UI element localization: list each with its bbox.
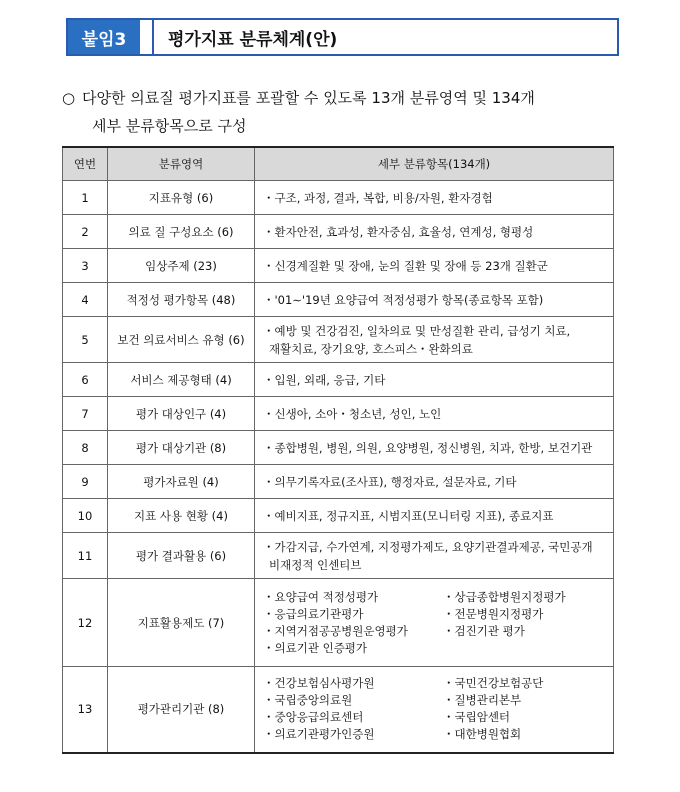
header-items: 세부 분류항목(134개) xyxy=(255,147,614,181)
item-text: ・대한병원협회 xyxy=(443,727,522,742)
row-items xyxy=(255,397,614,431)
row-items xyxy=(255,181,614,215)
table-row xyxy=(63,181,614,215)
table-header-row xyxy=(63,147,614,181)
item-text: ・가감지급, 수가연계, 지정평가제도, 요양기관결과제공, 국민공개 xyxy=(263,539,593,554)
appendix-header xyxy=(66,18,619,56)
row-items xyxy=(255,249,614,283)
row-items xyxy=(255,579,614,667)
row-area: 임상주제 (23) xyxy=(108,249,255,283)
table-row xyxy=(63,533,614,579)
row-area: 서비스 제공형태 (4) xyxy=(108,363,255,397)
item-text: ・건강보험심사평가원 xyxy=(263,676,375,691)
table-row xyxy=(63,283,614,317)
item-text: ・검진기관 평가 xyxy=(443,623,525,638)
item-text: ・응급의료기관평가 xyxy=(263,606,364,621)
item-text: ・상급종합병원지정평가 xyxy=(443,589,566,604)
lead-text-1: 다양한 의료질 평가지표를 포괄할 수 있도록 13개 분류영역 및 134개 xyxy=(82,89,535,107)
row-area: 지표활용제도 (7) xyxy=(108,579,255,667)
row-number: 12 xyxy=(63,579,108,667)
appendix-badge: 붙임3 xyxy=(68,20,140,54)
item-text: ・환자안전, 효과성, 환자중심, 효율성, 연계성, 형평성 xyxy=(263,224,534,239)
lead-line-2: 세부 분류항목으로 구성 xyxy=(92,117,247,135)
item-text: ・요양급여 적정성평가 xyxy=(263,589,379,604)
row-area: 평가 대상기관 (8) xyxy=(108,431,255,465)
item-text: ・질병관리본부 xyxy=(443,693,522,708)
lead-line-1 xyxy=(62,84,632,112)
row-number: 1 xyxy=(63,181,108,215)
item-text: ・예방 및 건강검진, 일차의료 및 만성질환 관리, 급성기 치료, xyxy=(263,323,571,338)
header-divider xyxy=(140,20,154,54)
table-row xyxy=(63,465,614,499)
table-row xyxy=(63,431,614,465)
row-number: 11 xyxy=(63,533,108,579)
item-text: ・예비지표, 정규지표, 시범지표(모니터링 지표), 종료지표 xyxy=(263,508,554,523)
table-row xyxy=(63,363,614,397)
row-number: 7 xyxy=(63,397,108,431)
row-number: 10 xyxy=(63,499,108,533)
row-number: 6 xyxy=(63,363,108,397)
table-row xyxy=(63,579,614,667)
item-text: ・의료기관 인증평가 xyxy=(263,640,368,655)
lead-paragraph xyxy=(62,84,632,140)
row-area: 평가자료원 (4) xyxy=(108,465,255,499)
item-text: ・국민건강보험공단 xyxy=(443,676,544,691)
item-text: ・국립중앙의료원 xyxy=(263,693,353,708)
item-text: ・지역거점공공병원운영평가 xyxy=(263,623,408,638)
item-text: ・국립암센터 xyxy=(443,710,511,725)
table-row xyxy=(63,317,614,363)
row-items xyxy=(255,499,614,533)
row-number: 9 xyxy=(63,465,108,499)
item-text: ・의료기관평가인증원 xyxy=(263,727,375,742)
table-row xyxy=(63,397,614,431)
row-items xyxy=(255,533,614,579)
row-area: 평가 결과활용 (6) xyxy=(108,533,255,579)
row-area: 지표유형 (6) xyxy=(108,181,255,215)
row-area: 의료 질 구성요소 (6) xyxy=(108,215,255,249)
item-text: ・'01∼'19년 요양급여 적정성평가 항목(종료항목 포함) xyxy=(263,292,544,307)
row-items xyxy=(255,431,614,465)
table-row xyxy=(63,667,614,753)
row-area: 지표 사용 현황 (4) xyxy=(108,499,255,533)
row-number: 5 xyxy=(63,317,108,363)
classification-table xyxy=(62,146,614,754)
header-area: 분류영역 xyxy=(108,147,255,181)
table-row xyxy=(63,215,614,249)
row-area: 보건 의료서비스 유형 (6) xyxy=(108,317,255,363)
row-items xyxy=(255,317,614,363)
item-text xyxy=(443,640,605,657)
table-row xyxy=(63,249,614,283)
page-title: 평가지표 분류체계(안) xyxy=(168,29,338,50)
item-text: ・전문병원지정평가 xyxy=(443,606,544,621)
item-text: ・신생아, 소아・청소년, 성인, 노인 xyxy=(263,406,442,421)
row-items xyxy=(255,363,614,397)
row-number: 8 xyxy=(63,431,108,465)
item-text: ・의무기록자료(조사표), 행정자료, 설문자료, 기타 xyxy=(263,474,517,489)
item-text: 비재정적 인센티브 xyxy=(269,557,362,572)
row-number: 4 xyxy=(63,283,108,317)
row-items xyxy=(255,667,614,753)
circle-bullet-icon: ○ xyxy=(62,89,76,107)
row-number: 2 xyxy=(63,215,108,249)
table-row xyxy=(63,499,614,533)
row-area: 평가 대상인구 (4) xyxy=(108,397,255,431)
row-area: 평가관리기관 (8) xyxy=(108,667,255,753)
item-text: ・신경계질환 및 장애, 눈의 질환 및 장애 등 23개 질환군 xyxy=(263,258,548,273)
item-text: ・중앙응급의료센터 xyxy=(263,710,364,725)
row-items xyxy=(255,215,614,249)
row-items xyxy=(255,283,614,317)
item-text: ・입원, 외래, 응급, 기타 xyxy=(263,372,386,387)
row-number: 13 xyxy=(63,667,108,753)
row-number: 3 xyxy=(63,249,108,283)
header-no: 연번 xyxy=(63,147,108,181)
item-text: 재활치료, 장기요양, 호스피스・완화의료 xyxy=(269,341,473,356)
item-text: ・구조, 과정, 결과, 복합, 비용/자원, 환자경험 xyxy=(263,190,493,205)
item-text: ・종합병원, 병원, 의원, 요양병원, 정신병원, 치과, 한방, 보건기관 xyxy=(263,440,593,455)
row-items xyxy=(255,465,614,499)
row-area: 적정성 평가항목 (48) xyxy=(108,283,255,317)
